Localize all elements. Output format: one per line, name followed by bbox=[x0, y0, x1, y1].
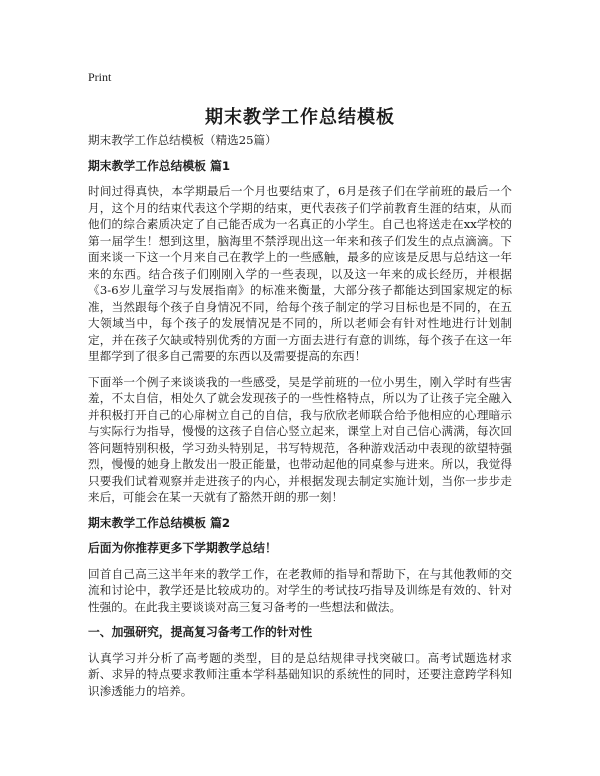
document-title: 期末教学工作总结模板 bbox=[205, 107, 395, 128]
print-label[interactable]: Print bbox=[88, 70, 112, 84]
document-body bbox=[88, 132, 512, 708]
document-subtitle: 期末教学工作总结模板（精选25篇） bbox=[88, 133, 277, 147]
section-1-paragraph: 时间过得真快，本学期最后一个月也要结束了，6月是孩子们在学前班的最后一个月，这个月的结束代表这个学期的结束，更代表孩子们学前教育生涯的结束，从而他们的综合素质决定了自己能否成为一名真正的小学生。自己也将送走在xx学校的第一届学生！想到这里，脑海里不禁浮现出这一年来和孩子们发生的点点滴滴。下面来谈一下这一个月来自己在教学上的一些感触，最多的应该是反思与总结这一年来的东西。结合孩子们刚刚入学的一些表现，以及这一年来的成长经历，并根据《3-6岁儿童学习与发展指南》的标准来衡量，大部分孩子都能达到国家规定的标准，当然跟每个孩子自身情况不同，给每个孩子制定的学习目标也是不同的，在五大领域当中，每个孩子的发展情况是不同的，所以老师会有针对性地进行计划制定，并在孩子欠缺或特别优秀的方面一方面去进行有意的训练，每个孩子在这一年里都学到了很多自己需要的东西以及需要提高的东西！ bbox=[88, 184, 512, 363]
section-2-paragraph: 回首自己高三这半年来的教学工作，在老教师的指导和帮助下，在与其他教师的交流和讨论中，教学还是比较成功的。对学生的考试技巧指导及训练是有效的、针对性强的。在此我主要谈谈对高三复习备考的一些想法和做法。 bbox=[88, 566, 512, 614]
section-2-paragraph: 认真学习并分析了高考题的类型，目的是总结规律寻找突破口。高考试题选材求新、求异的特点要求教师注重本学科基础知识的系统性的同时，还要注意跨学科知识渗透能力的培养。 bbox=[88, 650, 512, 698]
section-2-subheading: 一、加强研究，提高复习备考工作的针对性 bbox=[88, 625, 313, 639]
section-2-heading: 期末教学工作总结模板 篇2 bbox=[88, 515, 231, 530]
section-1-paragraph: 下面举一个例子来谈谈我的一些感受，吴是学前班的一位小男生，刚入学时有些害羞，不太自信，相处久了就会发现孩子的一些性格特点，所以为了让孩子完全融入并积极打开自己的心扉树立自己的自信，我与欣欣老师联合给予他相应的心理暗示与实际行为指导，慢慢的这孩子自信心竖立起来，课堂上对自己信心满满，每次回答问题特别积极，学习劲头特别足，书写特规范，各种游戏活动中表现的欲望特强烈，慢慢的她身上散发出一股正能量，也带动起他的同桌参与进来。所以，我觉得只要我们试着观察并走进孩子的内心，并根据发现去制定实施计划，当你一步步走来后，可能会在某一天就有了豁然开朗的那一刻！ bbox=[88, 374, 512, 504]
section-1-heading: 期末教学工作总结模板 篇1 bbox=[88, 158, 231, 173]
recommendation-link[interactable]: 后面为你推荐更多下学期教学总结！ bbox=[88, 541, 277, 555]
